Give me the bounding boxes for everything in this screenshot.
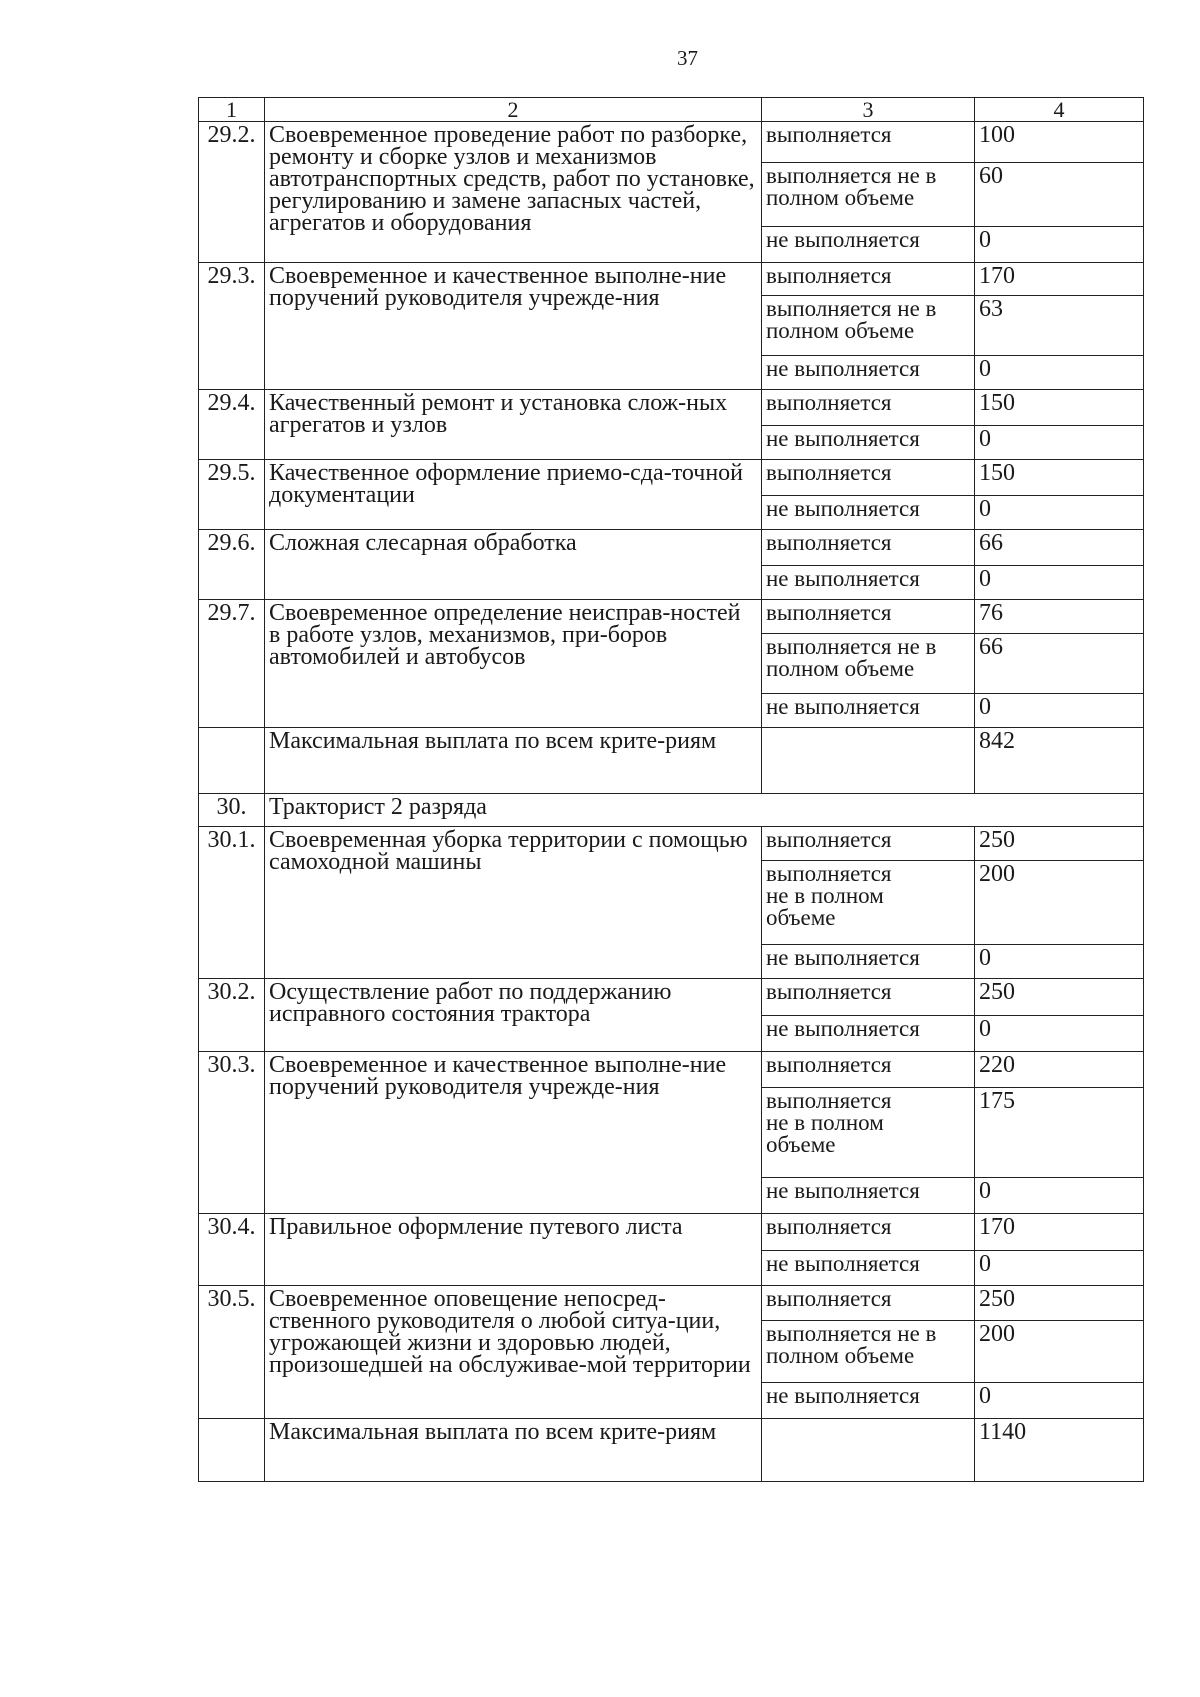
- table-row: [199, 530, 1144, 566]
- criterion-text: Своевременное проведение работ по разборке, ремонту и сборке узлов и механизмов автотранспортных средств, работ по установке, регулированию и замене запасных частей, агрегатов и оборудования: [265, 122, 762, 263]
- header-col-1: 1: [199, 98, 265, 122]
- table-row: [199, 460, 1144, 496]
- payment-value: 0: [975, 566, 1144, 600]
- header-col-2: 2: [265, 98, 762, 122]
- payment-value: 200: [975, 1321, 1144, 1383]
- payment-value: 250: [975, 1286, 1144, 1321]
- section-row: [199, 794, 1144, 827]
- table-row: [199, 827, 1144, 861]
- payment-value: 0: [975, 945, 1144, 979]
- table-row: [199, 1286, 1144, 1321]
- row-number: 30.4.: [199, 1214, 265, 1286]
- row-number: 29.4.: [199, 390, 265, 460]
- payment-value: 150: [975, 460, 1144, 496]
- max-payment-row: [199, 1419, 1144, 1482]
- max-payment-value: 842: [975, 728, 1144, 794]
- row-number: 29.2.: [199, 122, 265, 263]
- payment-value: 0: [975, 1016, 1144, 1052]
- payment-value: 175: [975, 1088, 1144, 1178]
- status-label: выполняется: [762, 1214, 975, 1251]
- payment-value: 100: [975, 122, 1144, 163]
- status-label: не выполняется: [762, 1383, 975, 1419]
- status-label: не выполняется: [762, 945, 975, 979]
- max-payment-label: Максимальная выплата по всем крите-риям: [265, 1419, 762, 1482]
- payment-value: 0: [975, 356, 1144, 390]
- payment-value: 250: [975, 979, 1144, 1016]
- payment-value: 200: [975, 861, 1144, 945]
- table-row: [199, 979, 1144, 1016]
- empty-cell: [199, 728, 265, 794]
- status-label: выполняется: [762, 390, 975, 426]
- table-row: [199, 600, 1144, 634]
- row-number: 30.1.: [199, 827, 265, 979]
- table-row: [199, 263, 1144, 296]
- payment-value: 0: [975, 426, 1144, 460]
- row-number: 29.5.: [199, 460, 265, 530]
- criterion-text: Качественный ремонт и установка слож-ных агрегатов и узлов: [265, 390, 762, 460]
- criterion-text: Правильное оформление путевого листа: [265, 1214, 762, 1286]
- payment-value: 0: [975, 227, 1144, 263]
- row-number: 29.3.: [199, 263, 265, 390]
- row-number: 30.3.: [199, 1052, 265, 1214]
- table-row: [199, 122, 1144, 163]
- payment-value: 220: [975, 1052, 1144, 1088]
- max-payment-row: [199, 728, 1144, 794]
- criterion-text: Сложная слесарная обработка: [265, 530, 762, 600]
- max-payment-label: Максимальная выплата по всем крите-риям: [265, 728, 762, 794]
- payment-value: 0: [975, 1251, 1144, 1286]
- table-row: [199, 1214, 1144, 1251]
- section-title: Тракторист 2 разряда: [265, 794, 1144, 827]
- header-col-3: 3: [762, 98, 975, 122]
- status-label: выполняется: [762, 1286, 975, 1321]
- empty-cell: [762, 728, 975, 794]
- status-label: не выполняется: [762, 1178, 975, 1214]
- section-number: 30.: [199, 794, 265, 827]
- payment-value: 150: [975, 390, 1144, 426]
- criterion-text: Осуществление работ по поддержанию исправного состояния трактора: [265, 979, 762, 1052]
- empty-cell: [762, 1419, 975, 1482]
- payment-value: 170: [975, 1214, 1144, 1251]
- status-label: выполняется: [762, 600, 975, 634]
- criterion-text: Своевременное оповещение непосред-ственного руководителя о любой ситуа-ции, угрожающей жизни и здоровью людей, произошедшей на обслуживае-мой территории: [265, 1286, 762, 1419]
- header-row: [199, 98, 1144, 122]
- status-label: не выполняется: [762, 356, 975, 390]
- criterion-text: Качественное оформление приемо-сда-точной документации: [265, 460, 762, 530]
- status-label: не выполняется: [762, 1016, 975, 1052]
- row-number: 29.7.: [199, 600, 265, 728]
- row-number: 30.2.: [199, 979, 265, 1052]
- status-label: выполняется: [762, 530, 975, 566]
- status-label: выполняется: [762, 1052, 975, 1088]
- criterion-text: Своевременное определение неисправ-ностей в работе узлов, механизмов, при-боров автомобилей и автобусов: [265, 600, 762, 728]
- payment-value: 60: [975, 163, 1144, 227]
- status-label: не выполняется: [762, 426, 975, 460]
- status-label: не выполняется: [762, 566, 975, 600]
- max-payment-value: 1140: [975, 1419, 1144, 1482]
- criteria-table: [198, 97, 1144, 1482]
- criterion-text: Своевременная уборка территории с помощью самоходной машины: [265, 827, 762, 979]
- payment-value: 66: [975, 634, 1144, 694]
- empty-cell: [199, 1419, 265, 1482]
- payment-value: 0: [975, 1178, 1144, 1214]
- payment-value: 170: [975, 263, 1144, 296]
- payment-value: 66: [975, 530, 1144, 566]
- table-row: [199, 390, 1144, 426]
- status-label: выполняется: [762, 827, 975, 861]
- table-row: [199, 1052, 1144, 1088]
- status-label: выполняется не в полном объеме: [762, 634, 975, 694]
- status-label: выполняется не в полном объеме: [762, 296, 975, 356]
- payment-value: 0: [975, 1383, 1144, 1419]
- status-label: выполняется: [762, 979, 975, 1016]
- status-label: выполняется не в полном объеме: [762, 1321, 975, 1383]
- criterion-text: Своевременное и качественное выполне-ние поручений руководителя учрежде-ния: [265, 1052, 762, 1214]
- status-label: выполняется: [762, 460, 975, 496]
- payment-value: 0: [975, 694, 1144, 728]
- status-label: выполняется не в полном объеме: [762, 1088, 975, 1178]
- page-number: 37: [677, 46, 698, 70]
- status-label: не выполняется: [762, 694, 975, 728]
- row-number: 30.5.: [199, 1286, 265, 1419]
- payment-value: 0: [975, 496, 1144, 530]
- payment-value: 63: [975, 296, 1144, 356]
- status-label: не выполняется: [762, 1251, 975, 1286]
- status-label: не выполняется: [762, 227, 975, 263]
- payment-value: 250: [975, 827, 1144, 861]
- status-label: не выполняется: [762, 496, 975, 530]
- header-col-4: 4: [975, 98, 1144, 122]
- status-label: выполняется: [762, 263, 975, 296]
- status-label: выполняется: [762, 122, 975, 163]
- criterion-text: Своевременное и качественное выполне-ние поручений руководителя учрежде-ния: [265, 263, 762, 390]
- payment-value: 76: [975, 600, 1144, 634]
- status-label: выполняется не в полном объеме: [762, 163, 975, 227]
- row-number: 29.6.: [199, 530, 265, 600]
- status-label: выполняется не в полном объеме: [762, 861, 975, 945]
